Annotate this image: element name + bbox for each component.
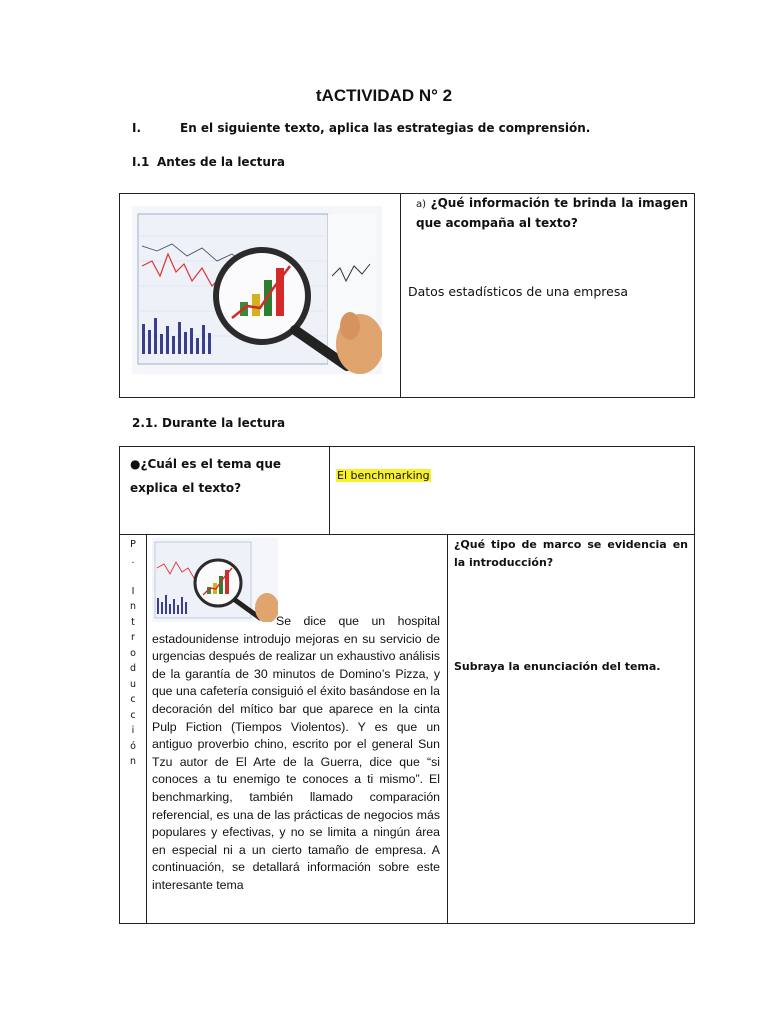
vertical-letter: o [130,647,136,659]
vertical-letter [120,568,146,584]
vertical-letter: I [131,585,135,597]
small-stock-chart-image [152,538,278,622]
vertical-letter: c [130,694,136,705]
table2-right-divider [447,534,448,924]
theme-question-text: ¿Cuál es el tema que explica el texto? [130,457,281,495]
vertical-letter: i [131,725,135,736]
vertical-letter: t [131,616,135,628]
page-title: tACTIVIDAD N° 2 [315,86,453,105]
bullet-icon: ● [130,457,141,471]
question-marker: a) [416,199,427,210]
section-i1-text: Antes de la lectura [157,155,285,169]
stock-chart-image [132,206,382,374]
instruction-text: Subraya la enunciación del tema. [454,660,661,673]
introduction-paragraph: Se dice que un hospital estadounidense introdujo mejoras en su servicio de urgencias después de realizar un exhaustivo análisis de la garantía de 30 minutos de Domino’s Pizza, y que una cafetería consiguió el éxito basándose en la decoración del mítico bar que aparece en la cinta Pulp Fiction (Tiempos Violentos). Y es que un antiguo proverbio chino, escrito por el general Sun Tzu autor de El Arte de la Guerra, dice que “si conoces a tu enemigo te conoces a ti mismo”. El benchmarking, también llamado comparación referencial, es una de las prácticas de negocios más populares y efectivas, y no se limita a ningún área en especial ni a un cierto tamaño de empresa. A continuación, se detallará información sobre este interesante tema [152,614,440,892]
vertical-letter: . [131,554,135,566]
table2-row-divider [119,534,695,535]
question-text: ¿Qué información te brinda la imagen que acompaña al texto? [416,196,688,230]
vertical-letter: c [130,709,136,721]
vertical-letter: d [129,663,137,674]
table2-question [130,452,324,500]
vertical-letter: u [129,678,137,690]
highlighted-answer: El benchmarking [337,469,430,482]
table2-label-divider [146,534,147,924]
table1-divider [400,193,401,398]
table2-top-divider [329,446,330,534]
vertical-label-introduccion [120,537,146,770]
vertical-letter: n [129,601,137,612]
section-21-heading: 2.1. Durante la lectura [132,416,286,430]
vertical-letter: n [129,756,137,767]
vertical-letter: r [131,632,135,643]
section-i1-number: I.1 [132,155,150,169]
section-i-number: I. [132,121,142,135]
frame-question: ¿Qué tipo de marco se evidencia en la introducción? [454,538,688,569]
section-i-text: En el siguiente texto, aplica las estrategias de comprensión. [180,121,591,135]
table1-question [416,194,688,233]
table1-answer: Datos estadísticos de una empresa [408,284,628,299]
table2-answer [336,464,431,483]
vertical-letter: P [130,539,136,550]
vertical-letter: ó [130,740,136,752]
